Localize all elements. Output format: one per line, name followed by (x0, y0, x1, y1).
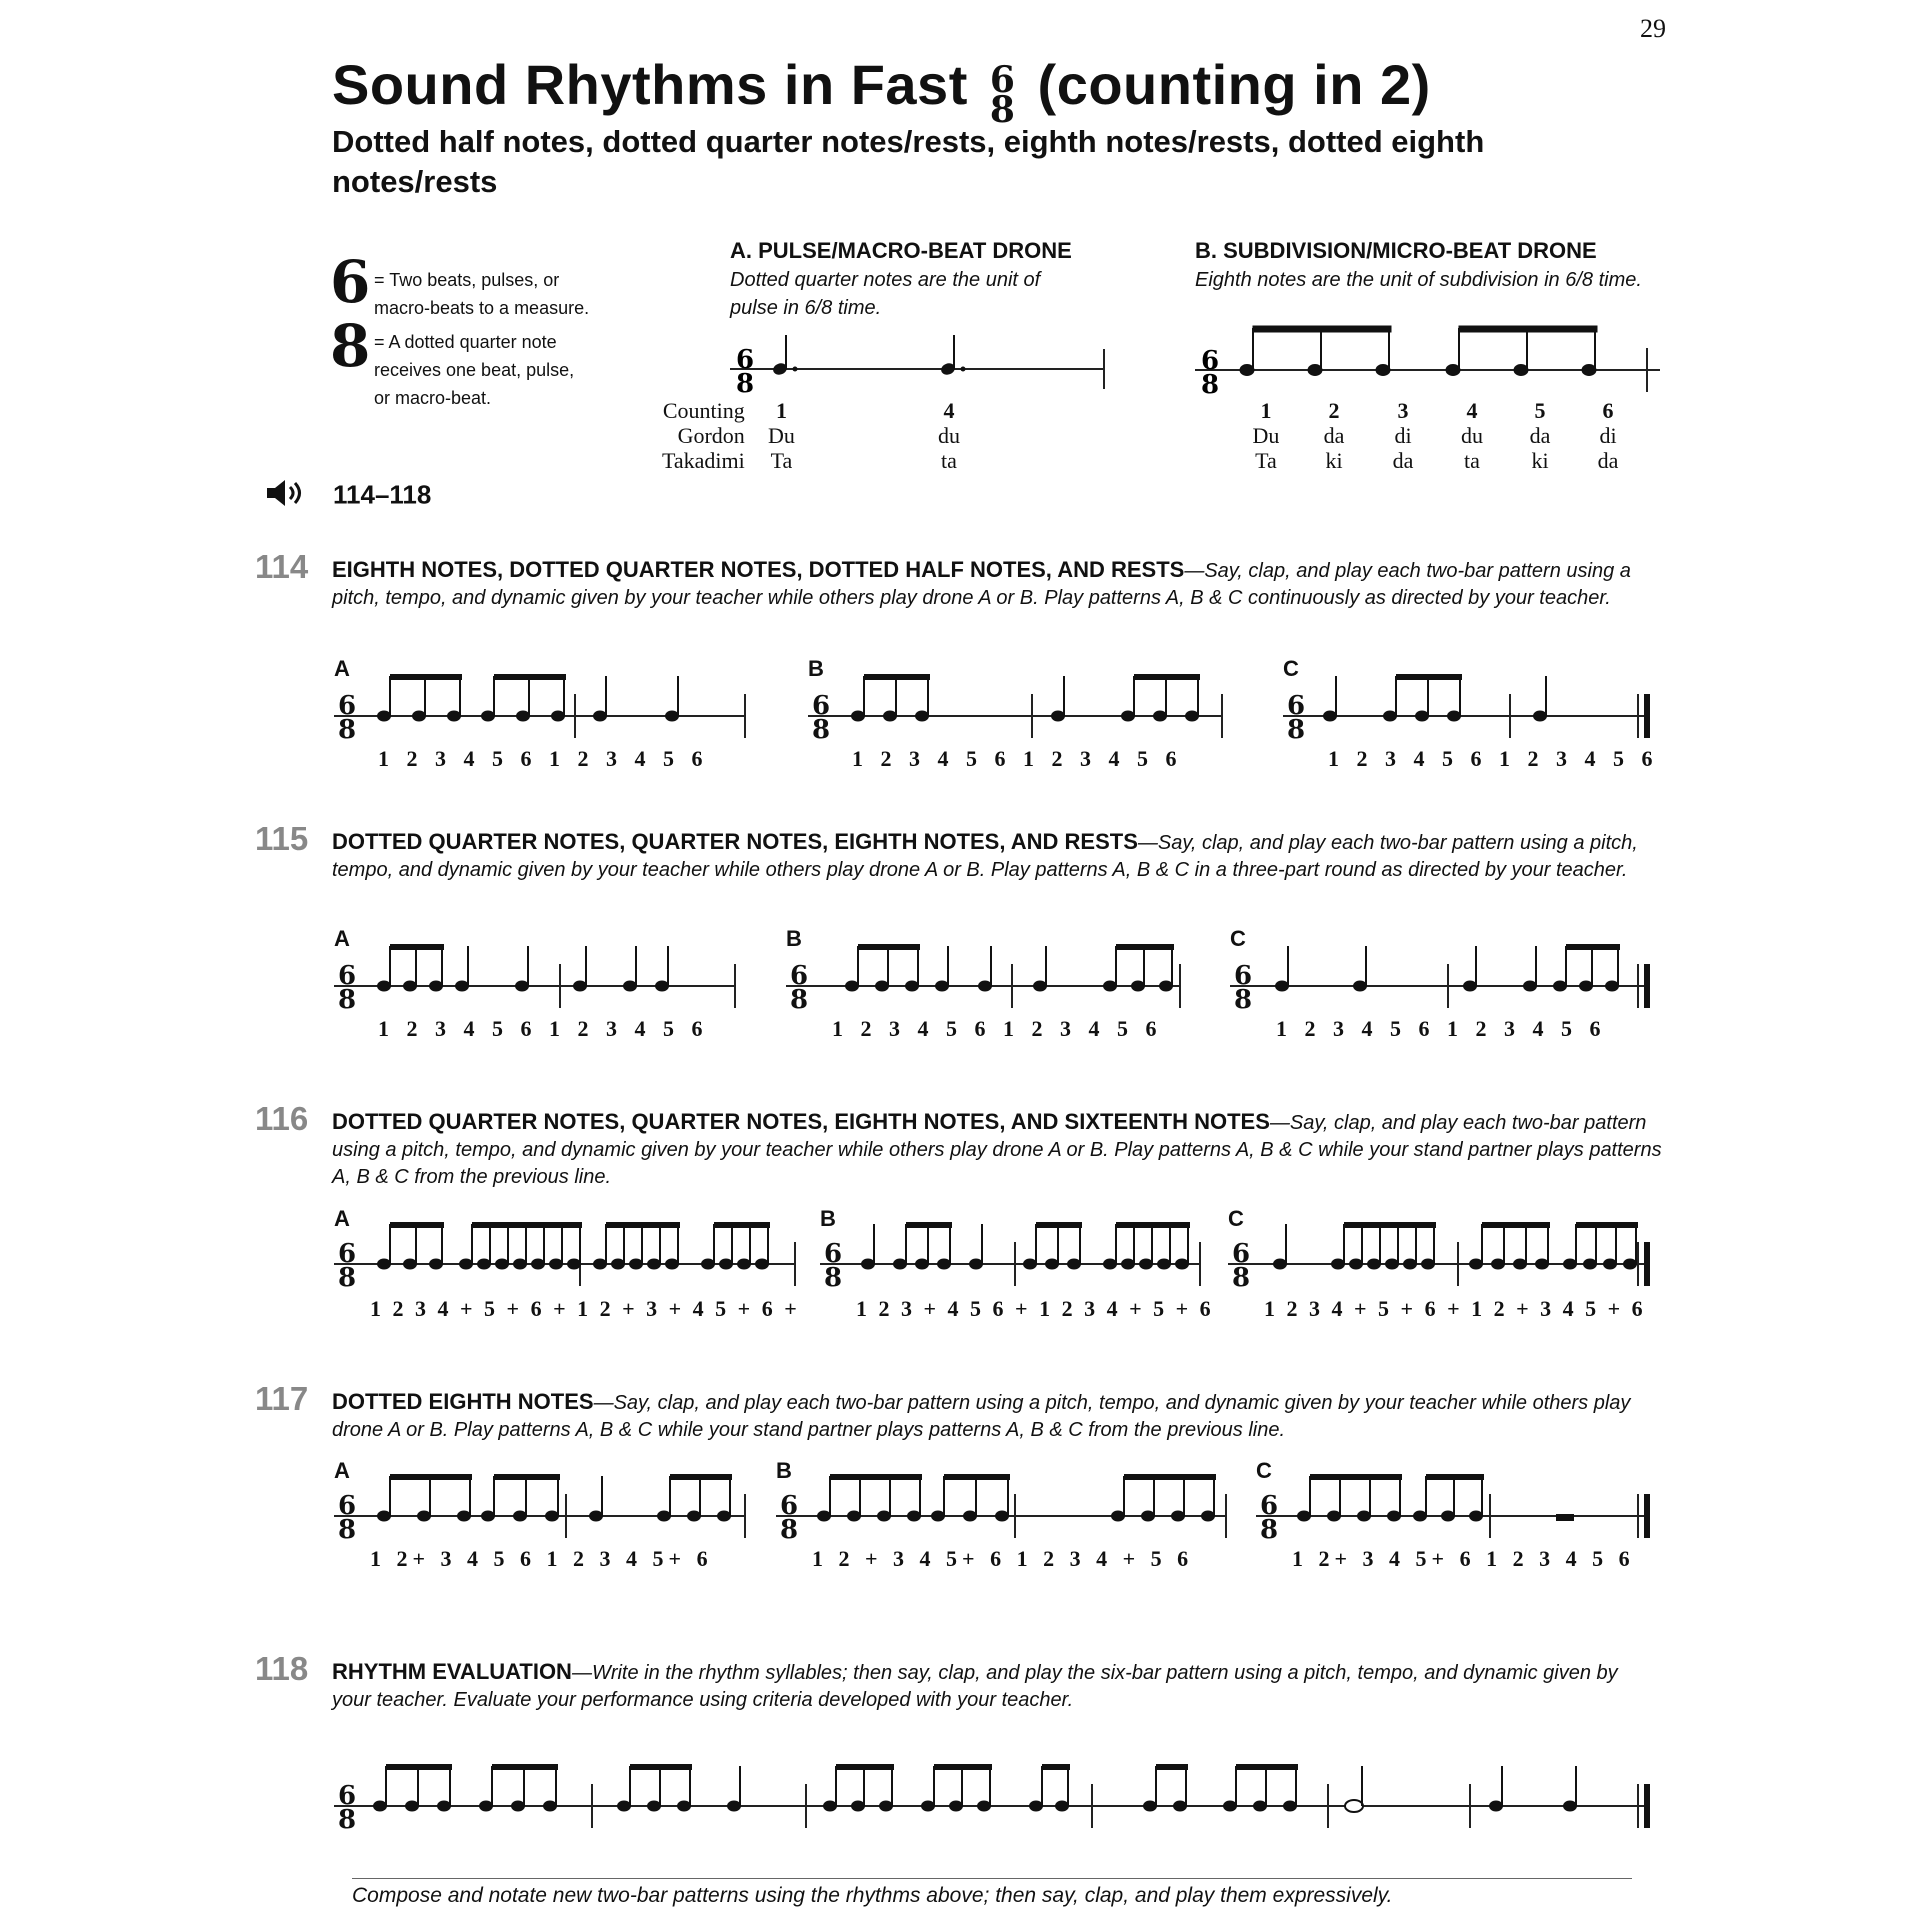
note-head (1357, 1511, 1371, 1522)
note-head (1055, 1801, 1069, 1812)
exercise-text: —Say, clap, and play each two-bar pattern using a pitch, tempo, and dynamic given by your teacher while others play drone A or B. Play patterns A, B & C while your stand partner plays patterns A, B & C from the previous line. (332, 1392, 1631, 1441)
note-head (1029, 1801, 1043, 1812)
note-head (677, 1801, 691, 1812)
page-number: 29 (1640, 14, 1666, 43)
note-head (593, 1259, 607, 1270)
time-signature-bottom: 8 (338, 1263, 357, 1293)
beam (1156, 1764, 1188, 1770)
note-head (905, 981, 919, 992)
note-head (1387, 1511, 1401, 1522)
note-head (403, 981, 417, 992)
note-head (949, 1801, 963, 1812)
pattern-counts: 1 2 3 4 5 6 1 2 3 4 5 6 (378, 1016, 709, 1041)
beam (1036, 1222, 1082, 1228)
note-head (687, 1511, 701, 1522)
time-signature-bottom: 8 (1232, 1263, 1251, 1293)
note-head (1623, 1259, 1637, 1270)
note-head (543, 1801, 557, 1812)
exercise-number: 117 (255, 1380, 309, 1417)
note-head (1513, 1259, 1527, 1270)
note-head (405, 1801, 419, 1812)
note-head (937, 1259, 951, 1270)
note-head (377, 981, 391, 992)
note-head (701, 1259, 715, 1270)
time-signature-top: 6 (824, 1239, 843, 1269)
exercise-heading: EIGHTH NOTES, DOTTED QUARTER NOTES, DOTTED HALF NOTES, AND RESTS (332, 557, 1185, 582)
beam (864, 674, 930, 680)
note-head (1131, 981, 1145, 992)
time-signature-bottom: 8 (812, 715, 831, 745)
exercise-text: —Say, clap, and play each two-bar pattern using a pitch, tempo, and dynamic given by your teacher while others play drone A or B. Play patterns A, B & C while your stand partner plays patterns A, B & C from the previous line. (332, 1112, 1662, 1188)
note-head (1327, 1511, 1341, 1522)
pattern-counts: 1 2 3 4 5 6 1 2 3 4 5 6 (852, 746, 1183, 771)
beam (390, 1222, 444, 1228)
drone-b-count: 2 da ki (1323, 398, 1345, 473)
footer-note: Compose and notate new two-bar patterns using the rhythms above; then say, clap, and play them expressively. (352, 1884, 1393, 1907)
beam (906, 1222, 952, 1228)
ts-top-note: = Two beats, pulses, or macro-beats to a measure. (374, 270, 590, 318)
beam (670, 1474, 732, 1480)
note-head (567, 1259, 581, 1270)
exercise-heading: DOTTED QUARTER NOTES, QUARTER NOTES, EIGHTH NOTES, AND SIXTEENTH NOTES (332, 1109, 1270, 1134)
note-head (1523, 981, 1537, 992)
note-head (1579, 981, 1593, 992)
pattern-counts: 1 2 3 4 + 5 + 6 + 1 2 + 3 + 4 5 + 6 + (370, 1296, 800, 1321)
footer-divider (352, 1878, 1632, 1879)
pattern-counts: 1 2+ 3 4 5 6 1 2 3 4 5+ 6 (370, 1546, 713, 1571)
drone-b-desc: Eighth notes are the unit of subdivision in 6/8 time. (1195, 269, 1642, 291)
pattern-counts: 1 2 + 3 4 5+ 6 1 2 3 4 + 5 6 (812, 1546, 1194, 1571)
pattern-counts: 1 2 3 4 + 5 + 6 + 1 2 + 3 4 5 + 6 (1264, 1296, 1646, 1321)
note-head (717, 1511, 731, 1522)
note-head (513, 1511, 527, 1522)
note-head (931, 1511, 945, 1522)
note-head (515, 981, 529, 992)
count-num: 1 (775, 398, 787, 423)
final-barline (1644, 1784, 1650, 1828)
beam (1124, 1474, 1216, 1480)
note-head (429, 981, 443, 992)
pattern-label: B (786, 926, 802, 951)
time-signature-bottom: 8 (338, 1515, 357, 1545)
note-head (1275, 981, 1289, 992)
note-head (1153, 711, 1167, 722)
note-head (1403, 1259, 1417, 1270)
note-head (373, 1801, 387, 1812)
exercise-heading: RHYTHM EVALUATION (332, 1659, 572, 1684)
note-head (995, 1511, 1009, 1522)
note-head (481, 1511, 495, 1522)
beam (1042, 1764, 1070, 1770)
note-head (915, 1259, 929, 1270)
time-signature-bottom: 8 (780, 1515, 799, 1545)
label-takadimi: Takadimi (662, 448, 745, 473)
exercise-heading: DOTTED EIGHTH NOTES (332, 1389, 594, 1414)
pattern-label: C (1256, 1458, 1272, 1483)
note-head (629, 1259, 643, 1270)
note-head (963, 1511, 977, 1522)
note-head (1491, 1259, 1505, 1270)
note-head (1463, 981, 1477, 992)
note-head (573, 981, 587, 992)
note-head (1489, 1801, 1503, 1812)
note-head (1103, 1259, 1117, 1270)
note-head (1385, 1259, 1399, 1270)
time-signature-bottom: 8 (790, 985, 809, 1015)
note-head (647, 1259, 661, 1270)
exercise-heading: DOTTED QUARTER NOTES, QUARTER NOTES, EIGHTH NOTES, AND RESTS (332, 829, 1138, 854)
drone-a-heading: A. PULSE/MACRO-BEAT DRONE (730, 238, 1072, 263)
note-head (1175, 1259, 1189, 1270)
note-head (665, 1259, 679, 1270)
count-takadimi: Ta (770, 448, 793, 473)
beam (1396, 674, 1462, 680)
note-head (1283, 1801, 1297, 1812)
note-head (459, 1259, 473, 1270)
note-head (1051, 711, 1065, 722)
ts-top: 6 (989, 59, 1016, 101)
final-barline (1644, 1494, 1650, 1538)
exercise-text: —Say, clap, and play each two-bar pattern using a pitch, tempo, and dynamic given by your teacher while others play drone A or B. Play patterns A, B & C in a three-part round as directed by your teacher. (332, 832, 1638, 881)
note-head (969, 1259, 983, 1270)
note-head (1159, 981, 1173, 992)
beam (1344, 1222, 1436, 1228)
beam (494, 674, 566, 680)
time-signature-top: 6 (1260, 1491, 1279, 1521)
pattern-counts: 1 2 3 4 5 6 1 2 3 4 5 6 (1328, 746, 1659, 771)
pattern-label: A (334, 926, 350, 951)
beam (1482, 1222, 1550, 1228)
note-head (1421, 1259, 1435, 1270)
beam (1116, 944, 1174, 950)
note-head (978, 981, 992, 992)
beam (1310, 1474, 1402, 1480)
note-head (647, 1801, 661, 1812)
note-head (377, 1511, 391, 1522)
note-head (1067, 1259, 1081, 1270)
note-head (429, 1259, 443, 1270)
whole-rest (1556, 1514, 1574, 1521)
drone-b-count: 1 Du Ta (1252, 398, 1280, 473)
beam (390, 944, 444, 950)
pattern-counts: 1 2 3 4 5 6 1 2 3 4 5 6 (1276, 1016, 1607, 1041)
note-head (1331, 1259, 1345, 1270)
note-head (1469, 1511, 1483, 1522)
pattern-label: A (334, 656, 350, 681)
note-head (875, 981, 889, 992)
time-signature-top: 6 (812, 691, 831, 721)
pattern-counts: 1 2+ 3 4 5+ 6 1 2 3 4 5 6 (1292, 1546, 1635, 1571)
note-head (1185, 711, 1199, 722)
pattern-counts: 1 2 3 4 5 6 1 2 3 4 5 6 (378, 746, 709, 771)
note-head (847, 1511, 861, 1522)
count-num: 4 (943, 398, 955, 423)
note-head (1121, 1259, 1135, 1270)
note-head (1045, 1259, 1059, 1270)
beam (606, 1222, 680, 1228)
note-head (516, 711, 530, 722)
note-head (883, 711, 897, 722)
count-gordon: du (938, 423, 960, 448)
note-head (1553, 981, 1567, 992)
count-takadimi: ta (941, 448, 957, 473)
pattern-counts: 1 2 3 + 4 5 6 + 1 2 3 4 + 5 + 6 (856, 1296, 1214, 1321)
note-head (549, 1259, 563, 1270)
note-head (495, 1259, 509, 1270)
note-head (823, 1801, 837, 1812)
note-head (907, 1511, 921, 1522)
note-head (1253, 1801, 1267, 1812)
note-head (1535, 1259, 1549, 1270)
note-head (437, 1801, 451, 1812)
note-head (935, 981, 949, 992)
note-head (1121, 711, 1135, 722)
note-head (893, 1259, 907, 1270)
time-signature-top: 6 (1287, 691, 1306, 721)
pattern-label: B (776, 1458, 792, 1483)
ts-large-top: 6 (330, 248, 371, 316)
beam (1134, 674, 1200, 680)
pattern-label: B (808, 656, 824, 681)
exercise-number: 118 (255, 1650, 309, 1687)
note-head (479, 1801, 493, 1812)
note-head (921, 1801, 935, 1812)
note-head (1563, 1259, 1577, 1270)
ts-bottom: 8 (989, 89, 1016, 131)
note-head (1297, 1511, 1311, 1522)
svg-text:8: 8 (1201, 370, 1220, 400)
note-head (551, 711, 565, 722)
label-gordon: Gordon (677, 423, 745, 448)
beam (858, 944, 920, 950)
time-signature-top: 6 (338, 1781, 357, 1811)
note-head (1605, 981, 1619, 992)
note-head (1469, 1259, 1483, 1270)
note-head (589, 1511, 603, 1522)
note-head (665, 711, 679, 722)
pattern-counts: 1 2 3 4 5 6 1 2 3 4 5 6 (832, 1016, 1163, 1041)
note-head (611, 1259, 625, 1270)
half-note-head (1345, 1800, 1363, 1812)
label-counting: Counting (662, 398, 745, 423)
note-head (1583, 1259, 1597, 1270)
exercise-text: —Write in the rhythm syllables; then say, clap, and play the six-bar pattern using a pitch, tempo, and dynamic given by your teacher. Evaluate your performance using criteria developed with your teacher. (332, 1662, 1618, 1711)
note-head (755, 1259, 769, 1270)
beam (386, 1764, 452, 1770)
note-head (1103, 981, 1117, 992)
note-head (851, 1801, 865, 1812)
beam (1576, 1222, 1638, 1228)
time-signature-bottom: 8 (338, 985, 357, 1015)
final-barline (1644, 1242, 1650, 1286)
exercise-number: 116 (255, 1100, 309, 1137)
note-head (481, 711, 495, 722)
note-head (1173, 1801, 1187, 1812)
note-head (412, 711, 426, 722)
note-head (1023, 1259, 1037, 1270)
note-head (377, 711, 391, 722)
note-head (455, 981, 469, 992)
pattern-label: B (820, 1206, 836, 1231)
page-subtitle: Dotted half notes, dotted quarter notes/rests, eighth notes/rests, dotted eighth notes/rests (332, 124, 1485, 199)
beam (494, 1474, 560, 1480)
note-head (1171, 1511, 1185, 1522)
pattern-label: C (1283, 656, 1299, 681)
drone-a-desc: Dotted quarter notes are the unit of pulse in 6/8 time. (730, 269, 1041, 319)
note-head (1033, 981, 1047, 992)
svg-text:8: 8 (736, 369, 755, 399)
note-head (1111, 1511, 1125, 1522)
time-signature-bottom: 8 (338, 1805, 357, 1835)
note-head (1139, 1259, 1153, 1270)
note-head (727, 1801, 741, 1812)
time-signature-bottom: 8 (1287, 715, 1306, 745)
note-head (531, 1259, 545, 1270)
note-head (817, 1511, 831, 1522)
note-head (1141, 1511, 1155, 1522)
note-head (719, 1259, 733, 1270)
note-head (845, 981, 859, 992)
ts-large-bottom: 8 (330, 312, 371, 380)
time-signature-top: 6 (1232, 1239, 1251, 1269)
note-head (1143, 1801, 1157, 1812)
audio-track-label: 114–118 (333, 479, 432, 510)
note-head (1383, 711, 1397, 722)
title-suffix: (counting in 2) (1037, 53, 1431, 116)
note-head (513, 1259, 527, 1270)
note-head (737, 1259, 751, 1270)
note-head (851, 711, 865, 722)
note-head (861, 1259, 875, 1270)
note-head (477, 1259, 491, 1270)
beam (390, 674, 462, 680)
pattern-label: A (334, 1458, 350, 1483)
note-head (1415, 711, 1429, 722)
note-head (1533, 711, 1547, 722)
beam (492, 1764, 558, 1770)
time-signature-top: 6 (790, 961, 809, 991)
note-head (1157, 1259, 1171, 1270)
note-head (447, 711, 461, 722)
note-head (879, 1801, 893, 1812)
time-signature-bottom: 8 (1260, 1515, 1279, 1545)
note-head (593, 711, 607, 722)
beam (944, 1474, 1010, 1480)
beam (1426, 1474, 1484, 1480)
time-signature-bottom: 8 (1234, 985, 1253, 1015)
note-head (1201, 1511, 1215, 1522)
note-head (403, 1259, 417, 1270)
time-signature-bottom: 8 (824, 1263, 843, 1293)
note-head (623, 981, 637, 992)
note-head (915, 711, 929, 722)
beam (830, 1474, 922, 1480)
beam (472, 1222, 582, 1228)
beam (836, 1764, 894, 1770)
drone-b-count: 6 di da (1597, 398, 1619, 473)
note-head (377, 1259, 391, 1270)
time-signature-top: 6 (338, 961, 357, 991)
beam (1566, 944, 1620, 950)
note-head (657, 1511, 671, 1522)
beam (1236, 1764, 1298, 1770)
beam (630, 1764, 692, 1770)
exercise-number: 114 (255, 548, 309, 585)
exercise-number: 115 (255, 820, 309, 857)
pattern-label: C (1230, 926, 1246, 951)
note-head (1223, 1801, 1237, 1812)
note-head (457, 1511, 471, 1522)
pattern-label: C (1228, 1206, 1244, 1231)
svg-text:6: 6 (1201, 346, 1220, 376)
note-head (1353, 981, 1367, 992)
pattern-label: A (334, 1206, 350, 1231)
exercise-text: —Say, clap, and play each two-bar pattern using a pitch, tempo, and dynamic given by your teacher while others play drone A or B. Play patterns A, B & C continuously as directed by your teacher. (332, 560, 1631, 609)
note-head (1323, 711, 1337, 722)
note-head (617, 1801, 631, 1812)
note-head (1367, 1259, 1381, 1270)
final-barline (1644, 964, 1650, 1008)
note-head (1349, 1259, 1363, 1270)
beam (714, 1222, 770, 1228)
drone-b-count: 3 di da (1392, 398, 1414, 473)
time-signature-top: 6 (780, 1491, 799, 1521)
note-head (1603, 1259, 1617, 1270)
note-head (977, 1801, 991, 1812)
beam (390, 1474, 472, 1480)
title-main: Sound Rhythms in Fast (332, 53, 968, 116)
note-head (1447, 711, 1461, 722)
beam (1116, 1222, 1190, 1228)
note-head (877, 1511, 891, 1522)
final-barline (1644, 694, 1650, 738)
note-head (1413, 1511, 1427, 1522)
drone-b-count: 4 du ta (1461, 398, 1483, 473)
time-signature-top: 6 (338, 1239, 357, 1269)
note-head (511, 1801, 525, 1812)
time-signature-top: 6 (1234, 961, 1253, 991)
note-head (545, 1511, 559, 1522)
drone-b-count: 5 da ki (1529, 398, 1551, 473)
note-head (1563, 1801, 1577, 1812)
svg-text:6: 6 (736, 345, 755, 375)
time-signature-top: 6 (338, 1491, 357, 1521)
count-gordon: Du (768, 423, 795, 448)
note-head (417, 1511, 431, 1522)
ts-bottom-note: = A dotted quarter note receives one beat, pulse, or macro-beat. (374, 332, 575, 408)
note-head (1273, 1259, 1287, 1270)
beam (934, 1764, 992, 1770)
time-signature-bottom: 8 (338, 715, 357, 745)
note-head (655, 981, 669, 992)
drone-b-heading: B. SUBDIVISION/MICRO-BEAT DRONE (1195, 238, 1597, 263)
note-head (1441, 1511, 1455, 1522)
time-signature-top: 6 (338, 691, 357, 721)
